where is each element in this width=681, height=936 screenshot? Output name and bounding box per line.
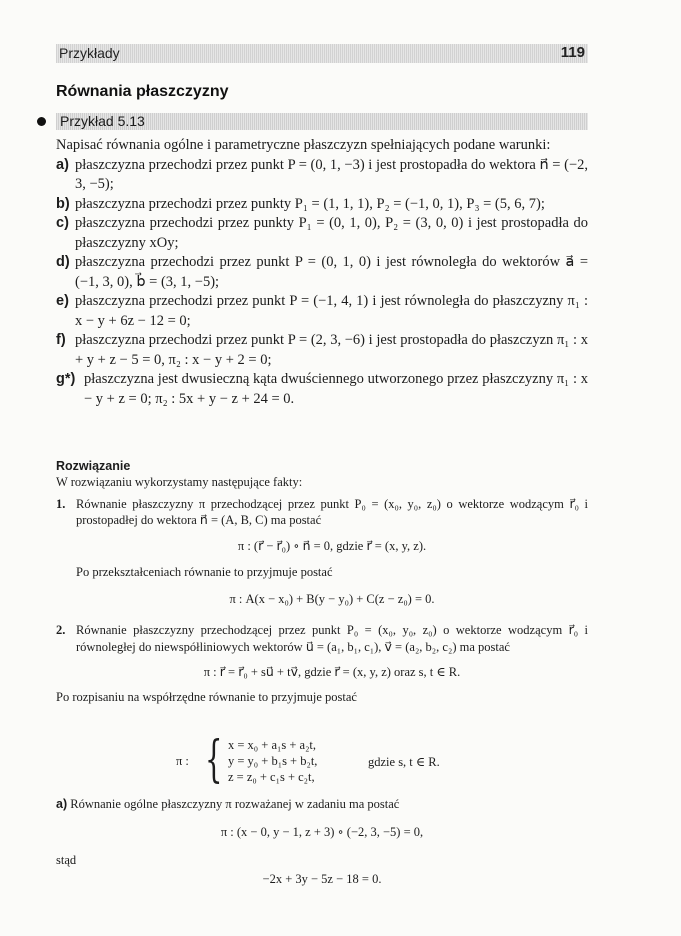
solution-block <box>56 458 588 705</box>
fact-text: Równanie płaszczyzny przechodzącej przez punkt P₀ = (x₀, y₀, z₀) o wektorze wodzącym r⃗₀ i równoległej do niewspółliniowych wektorów u⃗ = (a₁, b₁, c₁), v⃗ = (a₂, b₂, c₂) ma postać <box>76 623 588 654</box>
system-row: y = y₀ + b₁s + b₂t, <box>228 754 318 768</box>
part-a <box>56 796 588 813</box>
item-text: płaszczyzna jest dwusieczną kąta dwuściennego utworzonego przez płaszczyzny π₁ : x − y + z = 0; π₂ : 5x + y − z + 24 = 0. <box>84 371 588 407</box>
item-label: a) <box>56 156 69 173</box>
page-number: 119 <box>560 44 585 61</box>
item-label: b) <box>56 195 70 212</box>
system-lhs: π : <box>176 754 189 768</box>
solution-heading: Rozwiązanie <box>56 459 131 473</box>
header-section: Przykłady <box>59 45 120 61</box>
list-item <box>56 253 588 292</box>
list-item <box>56 292 588 331</box>
item-label: e) <box>56 293 69 309</box>
list-item <box>56 370 588 409</box>
example-intro: Napisać równania ogólne i parametryczne płaszczyzn spełniających podane warunki: <box>56 137 551 153</box>
item-label: f) <box>56 332 66 348</box>
brace-icon: { <box>205 730 223 788</box>
item-text: płaszczyzna przechodzi przez punkty P₁ = (0, 1, 0), P₂ = (3, 0, 0) i jest prostopadła do płaszczyzny xOy; <box>75 215 588 251</box>
part-a-text <box>56 796 588 813</box>
item-text: płaszczyzna przechodzi przez punkt P = (0, 1, 0) i jest równoległa do wektorów a⃗ = (−1, 3, 0), b⃗ = (3, 1, −5); <box>75 254 588 290</box>
item-label: d) <box>56 254 70 270</box>
list-item <box>56 214 588 253</box>
system-condition: gdzie s, t ∈ R. <box>368 755 440 769</box>
solution-intro: W rozwiązaniu wykorzystamy następujące fakty: <box>56 475 303 489</box>
part-a-body: Równanie ogólne płaszczyzny π rozważanej w zadaniu ma postać <box>70 797 400 811</box>
item-text: płaszczyzna przechodzi przez punkt P = (0, 1, −3) i jest prostopadła do wektora n⃗ = (−2, 3, −5); <box>75 156 588 192</box>
item-label: c) <box>56 215 69 231</box>
item-text: płaszczyzna przechodzi przez punkty P₁ = (1, 1, 1), P₂ = (−1, 0, 1), P₃ = (5, 6, 7); <box>75 195 545 212</box>
fact-text: Równanie płaszczyzny π przechodzącej przez punkt P₀ = (x₀, y₀, z₀) o wektorze wodzącym r⃗₀ i prostopadłej do wektora n⃗ = (A, B, C) ma postać <box>76 496 588 527</box>
fact-after: Po przekształceniach równanie to przyjmuje postać <box>76 565 333 579</box>
fact-label: 2. <box>56 623 66 637</box>
equation: π : r⃗ = r⃗₀ + su⃗ + tv⃗, gdzie r⃗ = (x, y, z) oraz s, t ∈ R. <box>203 665 461 679</box>
fact-label: 1. <box>56 496 66 511</box>
system-row: z = z₀ + c₁s + c₂t, <box>228 770 315 784</box>
bullet-icon <box>37 117 46 126</box>
coord-intro: Po rozpisaniu na współrzędne równanie to przyjmuje postać <box>56 689 357 704</box>
list-item <box>56 156 588 195</box>
stad-text: stąd <box>56 853 77 867</box>
equation: π : (x − 0, y − 1, z + 3) ∘ (−2, 3, −5) = 0, <box>220 825 424 839</box>
equation: −2x + 3y − 5z − 18 = 0. <box>262 872 382 886</box>
parametric-system <box>176 730 476 788</box>
system-row: x = x₀ + a₁s + a₂t, <box>228 738 317 752</box>
example-label: Przykład 5.13 <box>60 113 145 129</box>
item-label: g*) <box>56 371 76 387</box>
list-item <box>56 195 588 215</box>
example-body <box>56 136 588 409</box>
part-a-label: a) <box>56 797 68 811</box>
item-text: płaszczyzna przechodzi przez punkt P = (2, 3, −6) i jest prostopadła do płaszczyzn π₁ : x + y + z − 5 = 0, π₂ : x − y + 2 = 0; <box>75 332 588 368</box>
equation: π : (r⃗ − r⃗₀) ∘ n⃗ = 0, gdzie r⃗ = (x, y, z). <box>237 538 427 553</box>
list-item <box>56 331 588 370</box>
item-text: płaszczyzna przechodzi przez punkt P = (−1, 4, 1) i jest równoległa do płaszczyzny π₁ : x − y + 6z − 12 = 0; <box>75 293 588 329</box>
section-title: Równania płaszczyzny <box>56 83 229 100</box>
example-header <box>56 113 588 130</box>
equation: π : A(x − x₀) + B(y − y₀) + C(z − z₀) = 0. <box>229 591 435 606</box>
fact-item <box>56 496 588 608</box>
system-rows <box>228 737 317 785</box>
fact-item <box>56 622 588 681</box>
page-header <box>56 44 588 63</box>
